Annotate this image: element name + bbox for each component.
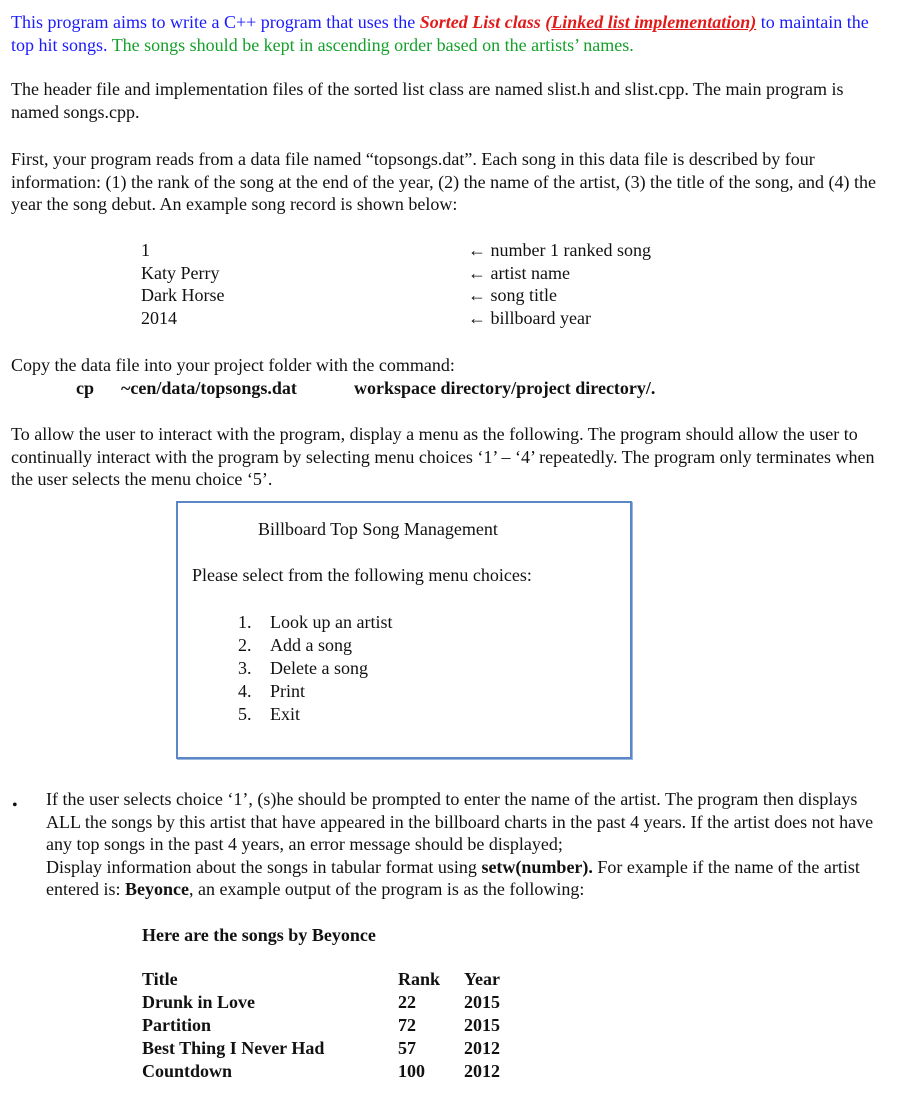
table-row: Best Thing I Never Had 57 2012 [142, 1038, 500, 1058]
menu-title: Billboard Top Song Management [258, 519, 498, 539]
table-row: Partition 72 2015 [142, 1015, 500, 1035]
col-year: Year [464, 969, 500, 989]
example-record-values [141, 239, 224, 329]
menu-item: 4. Print [238, 681, 306, 701]
record-rank: 1 [141, 240, 150, 260]
menu-box [176, 501, 632, 759]
note-year: ← billboard year [468, 307, 591, 328]
col-title: Title [142, 969, 178, 989]
menu-item: 3. Delete a song [238, 658, 368, 678]
menu-list [238, 611, 392, 726]
data-file-paragraph: First, your program reads from a data file named “topsongs.dat”. Each song in this data file is described by four information: (1) the rank of the song at the end of the year, (2) the name of the artist, (3) the title of the song, and (4) the year the song debut. An example song record is shown below: [11, 149, 877, 214]
command-dest: workspace directory/project directory/. [354, 378, 656, 398]
header-files-paragraph: The header file and implementation files of the sorted list class are named slist.h and slist.cpp. The main program is named songs.cpp. [11, 79, 844, 122]
copy-paragraph: Copy the data file into your project folder with the command: [11, 355, 455, 375]
intro-order-note: The songs should be kept in ascending order based on the artists’ names. [111, 34, 634, 55]
example-record-notes [468, 239, 651, 329]
record-title: Dark Horse [141, 285, 225, 305]
note-title: ← song title [468, 285, 557, 305]
note-artist: ← artist name [468, 262, 570, 283]
table-row: Drunk in Love 22 2015 [142, 992, 500, 1012]
menu-item: 2. Add a song [238, 635, 352, 655]
col-rank: Rank [398, 969, 441, 989]
note-rank: ← number 1 ranked song [468, 240, 651, 260]
menu-item: 1. Look up an artist [238, 612, 393, 632]
record-year: 2014 [141, 307, 177, 328]
output-table [142, 969, 500, 1084]
output-heading: Here are the songs by Beyonce [142, 925, 376, 945]
menu-item: 5. Exit [238, 704, 300, 724]
table-row: Countdown 100 2012 [142, 1061, 500, 1081]
bullet-marker: • [12, 797, 18, 814]
intro-text-2: to maintain the top hit songs. [11, 12, 869, 55]
intro-class-name: Sorted List class (Linked list implementation) [419, 12, 757, 32]
command-path: ~cen/data/topsongs.dat [121, 378, 297, 398]
bullet-paragraph: If the user selects choice ‘1’, (s)he should be prompted to enter the name of the artist. The program then displays ALL the songs by this artist that have appeared in the billboard charts in the past 4 years. If the artist does not have any top songs in the past 4 years, an error message should be displayed; Display information about the songs in tabular format using setw(number). For example if the name of the artist entered is: Beyonce, an example output of the program is as the following: [46, 789, 874, 899]
menu-paragraph: To allow the user to interact with the program, display a menu as the following. The program should allow the user to continually interact with the program by selecting menu choices ‘1’ – ‘4’ repeatedly. The program only terminates when the user selects the menu choice ‘5’. [11, 424, 875, 489]
table-header-row [142, 969, 500, 992]
command-cp: cp [76, 378, 94, 398]
intro-text-1: This program aims to write a C++ program that uses the [11, 12, 420, 32]
record-artist: Katy Perry [141, 262, 220, 283]
menu-prompt: Please select from the following menu choices: [192, 565, 532, 585]
intro-paragraph [11, 11, 881, 56]
